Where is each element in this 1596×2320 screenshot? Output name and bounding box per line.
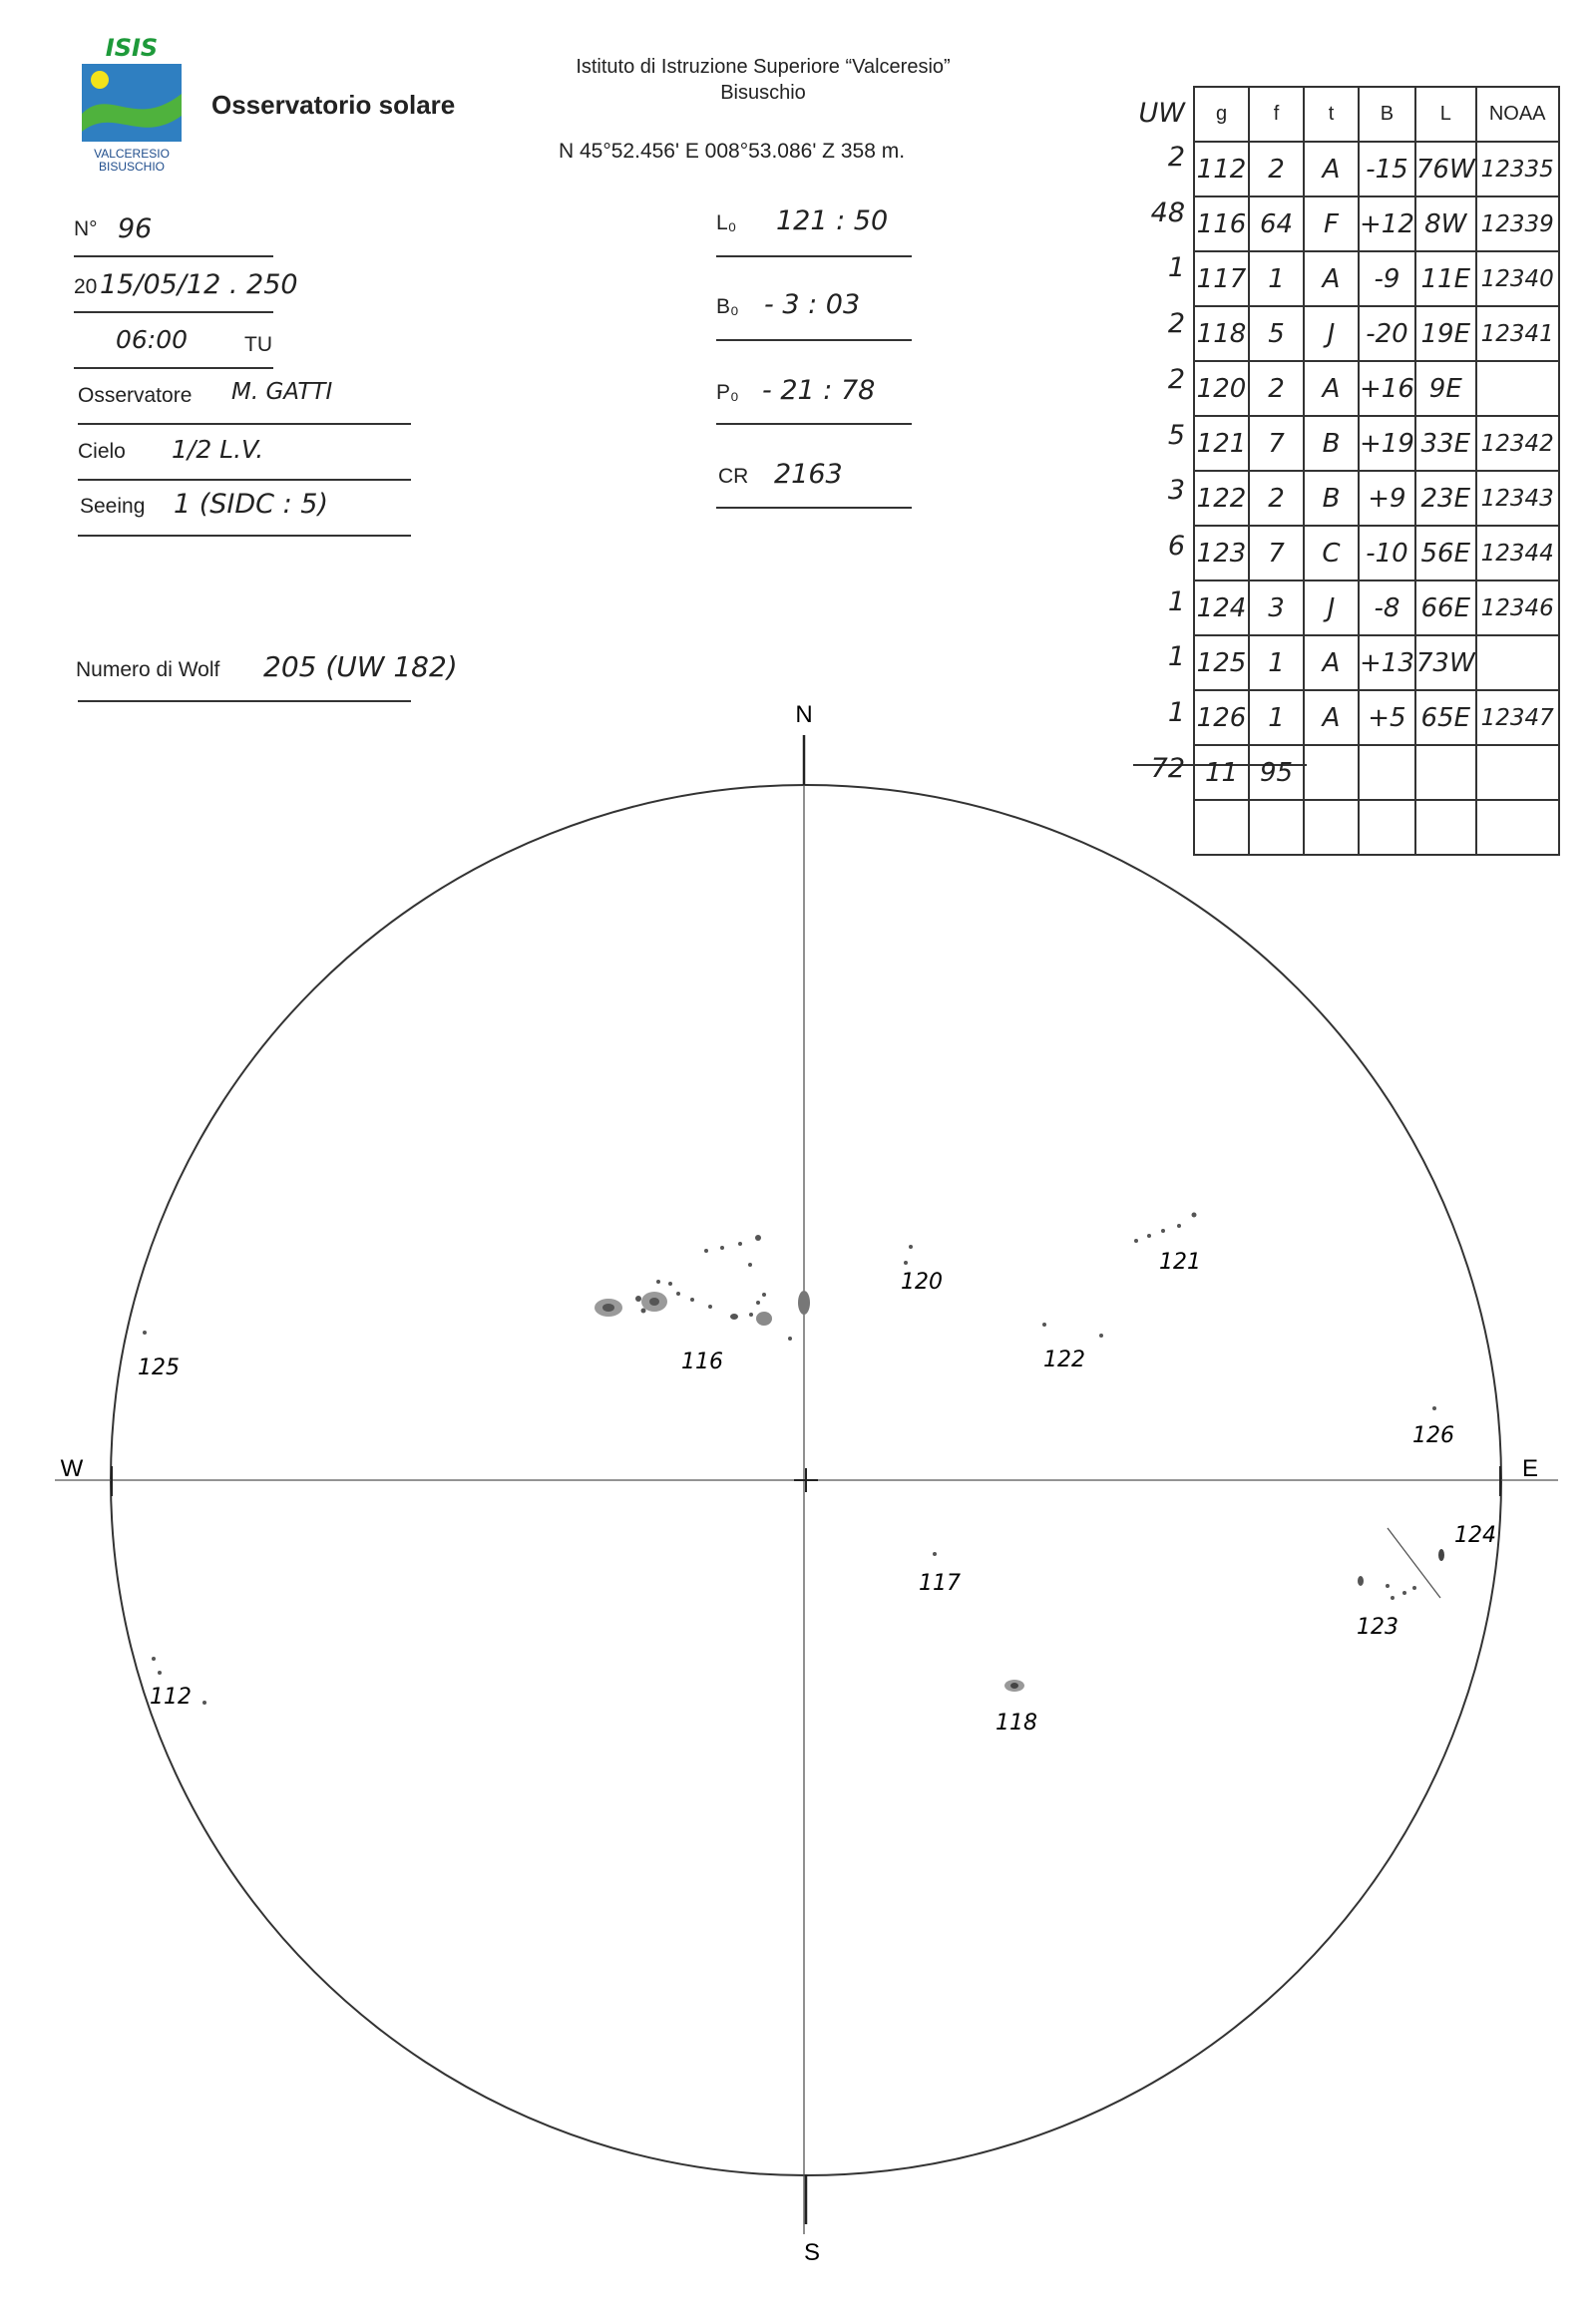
cell-l: 65E [1415, 690, 1476, 745]
cell-f: 1 [1249, 251, 1304, 306]
cell-t: A [1304, 361, 1359, 416]
group-label-122: 122 [1043, 1348, 1085, 1372]
cell-f: 7 [1249, 416, 1304, 471]
group-123-spots [1358, 1576, 1416, 1600]
group-label-112: 112 [150, 1685, 192, 1710]
sky-label: Cielo [78, 440, 126, 463]
cell-f: 64 [1249, 196, 1304, 251]
group-label-124: 124 [1454, 1523, 1496, 1548]
group-label-125: 125 [138, 1355, 180, 1380]
page-title: Osservatorio solare [211, 90, 456, 120]
group-label-117: 117 [919, 1571, 961, 1596]
total-f: 95 [1249, 745, 1304, 800]
total-uw: 72 [1150, 752, 1185, 784]
cell-g: 117 [1194, 251, 1249, 306]
cell-t: A [1304, 251, 1359, 306]
uw-header: UW [1138, 98, 1185, 129]
logo-sub2: BISUSCHIO [98, 160, 166, 174]
group-118-spots [1004, 1680, 1024, 1692]
group-label-118: 118 [996, 1711, 1037, 1736]
cell-l: 9E [1415, 361, 1476, 416]
cell-noaa: 12346 [1476, 580, 1559, 635]
group-121-spots [1134, 1213, 1197, 1244]
cell-b: +5 [1359, 690, 1415, 745]
cell-noaa: 12339 [1476, 196, 1559, 251]
cell-f: 3 [1249, 580, 1304, 635]
cell-f: 1 [1249, 690, 1304, 745]
observer-label: Osservatore [78, 384, 193, 407]
cr-value: 2163 [774, 459, 843, 490]
cell-noaa: 12335 [1476, 142, 1559, 196]
group-126-spot [1432, 1406, 1436, 1410]
group-117-spot [933, 1552, 937, 1556]
uw-value: 1 [1167, 585, 1185, 617]
west-label: W [60, 1455, 84, 1482]
south-label: S [803, 2239, 821, 2266]
uw-value: 2 [1167, 142, 1185, 173]
sky-value: 1/2 L.V. [172, 435, 264, 464]
cell-t: B [1304, 416, 1359, 471]
uw-value: 5 [1167, 419, 1185, 451]
group-125-spot [143, 1331, 147, 1335]
cell-l: 33E [1415, 416, 1476, 471]
p0-value: - 21 : 78 [762, 375, 876, 406]
cell-l: 19E [1415, 306, 1476, 361]
institute-line2: Bisuschio [720, 82, 806, 104]
cell-noaa: 12347 [1476, 690, 1559, 745]
cell-b: +12 [1359, 196, 1415, 251]
cell-g: 120 [1194, 361, 1249, 416]
column-header-b: B [1359, 87, 1415, 142]
group-label-123: 123 [1357, 1615, 1398, 1640]
cell-f: 1 [1249, 635, 1304, 690]
cell-b: -10 [1359, 526, 1415, 580]
cell-t: J [1304, 306, 1359, 361]
time-value: 06:00 [116, 325, 189, 354]
cell-l: 76W [1415, 142, 1476, 196]
column-header-t: t [1304, 87, 1359, 142]
cell-t: F [1304, 196, 1359, 251]
seeing-label: Seeing [80, 495, 146, 518]
cell-noaa: 12341 [1476, 306, 1559, 361]
time-unit: TU [244, 333, 272, 356]
cell-b: +19 [1359, 416, 1415, 471]
uw-value: 1 [1167, 252, 1185, 284]
group-label-120: 120 [901, 1270, 943, 1295]
date-prefix: 20 [74, 275, 98, 298]
cell-l: 11E [1415, 251, 1476, 306]
uw-value: 1 [1167, 641, 1185, 673]
number-value: 96 [118, 213, 153, 244]
column-header-g: g [1194, 87, 1249, 142]
date-value: 15/05/12 . 250 [100, 269, 298, 300]
east-label: E [1521, 1455, 1539, 1482]
cell-l: 73W [1415, 635, 1476, 690]
logo-sub1: VALCERESIO [94, 147, 170, 161]
group-label-126: 126 [1412, 1423, 1454, 1448]
cell-f: 5 [1249, 306, 1304, 361]
column-header-l: L [1415, 87, 1476, 142]
cell-b: -15 [1359, 142, 1415, 196]
cell-t: A [1304, 635, 1359, 690]
wolf-label: Numero di Wolf [76, 658, 220, 681]
cell-l: 23E [1415, 471, 1476, 526]
group-label-121: 121 [1159, 1250, 1201, 1275]
uw-value: 2 [1167, 308, 1185, 340]
cell-g: 112 [1194, 142, 1249, 196]
cell-l: 66E [1415, 580, 1476, 635]
cell-f: 2 [1249, 142, 1304, 196]
group-122-spots [1042, 1323, 1103, 1338]
column-header-f: f [1249, 87, 1304, 142]
cell-t: J [1304, 580, 1359, 635]
cell-f: 2 [1249, 471, 1304, 526]
number-label: N° [74, 217, 98, 240]
cell-b: -20 [1359, 306, 1415, 361]
cell-noaa: 12343 [1476, 471, 1559, 526]
cell-f: 7 [1249, 526, 1304, 580]
north-label: N [795, 701, 813, 728]
observatory-coordinates: N 45°52.456' E 008°53.086' Z 358 m. [559, 140, 906, 163]
uw-value: 3 [1167, 475, 1185, 507]
cell-t: C [1304, 526, 1359, 580]
observer-value: M. GATTI [231, 379, 333, 405]
cell-b: -9 [1359, 251, 1415, 306]
logo-text: ISIS [105, 36, 159, 62]
cell-l: 8W [1415, 196, 1476, 251]
cell-t: A [1304, 142, 1359, 196]
b0-label: B₀ [716, 295, 739, 318]
b0-value: - 3 : 03 [764, 289, 861, 320]
l0-value: 121 : 50 [776, 205, 889, 236]
cell-noaa: 12344 [1476, 526, 1559, 580]
cell-g: 126 [1194, 690, 1249, 745]
cr-label: CR [718, 465, 749, 488]
group-120-spots [904, 1245, 913, 1265]
cell-l: 56E [1415, 526, 1476, 580]
group-label-116: 116 [681, 1350, 723, 1374]
cell-t: B [1304, 471, 1359, 526]
p0-label: P₀ [716, 381, 739, 404]
wolf-value: 205 (UW 182) [263, 650, 458, 683]
cell-noaa: 12342 [1476, 416, 1559, 471]
cell-b: +16 [1359, 361, 1415, 416]
cell-g: 125 [1194, 635, 1249, 690]
uw-value: 2 [1167, 363, 1185, 395]
cell-b: -8 [1359, 580, 1415, 635]
cell-b: +9 [1359, 471, 1415, 526]
l0-label: L₀ [716, 211, 737, 234]
column-header-noaa: NOAA [1476, 87, 1559, 142]
cell-g: 124 [1194, 580, 1249, 635]
cell-g: 116 [1194, 196, 1249, 251]
uw-value: 48 [1150, 196, 1185, 228]
cell-f: 2 [1249, 361, 1304, 416]
uw-value: 6 [1167, 530, 1185, 562]
seeing-value: 1 (SIDC : 5) [174, 489, 329, 520]
total-g: 11 [1194, 745, 1249, 800]
group-116-spots [595, 1235, 810, 1341]
cell-b: +13 [1359, 635, 1415, 690]
cell-g: 122 [1194, 471, 1249, 526]
cell-g: 121 [1194, 416, 1249, 471]
cell-g: 123 [1194, 526, 1249, 580]
cell-noaa: 12340 [1476, 251, 1559, 306]
uw-value: 1 [1167, 697, 1185, 728]
institute-line1: Istituto di Istruzione Superiore “Valceresio” [576, 56, 951, 78]
cell-g: 118 [1194, 306, 1249, 361]
cell-t: A [1304, 690, 1359, 745]
